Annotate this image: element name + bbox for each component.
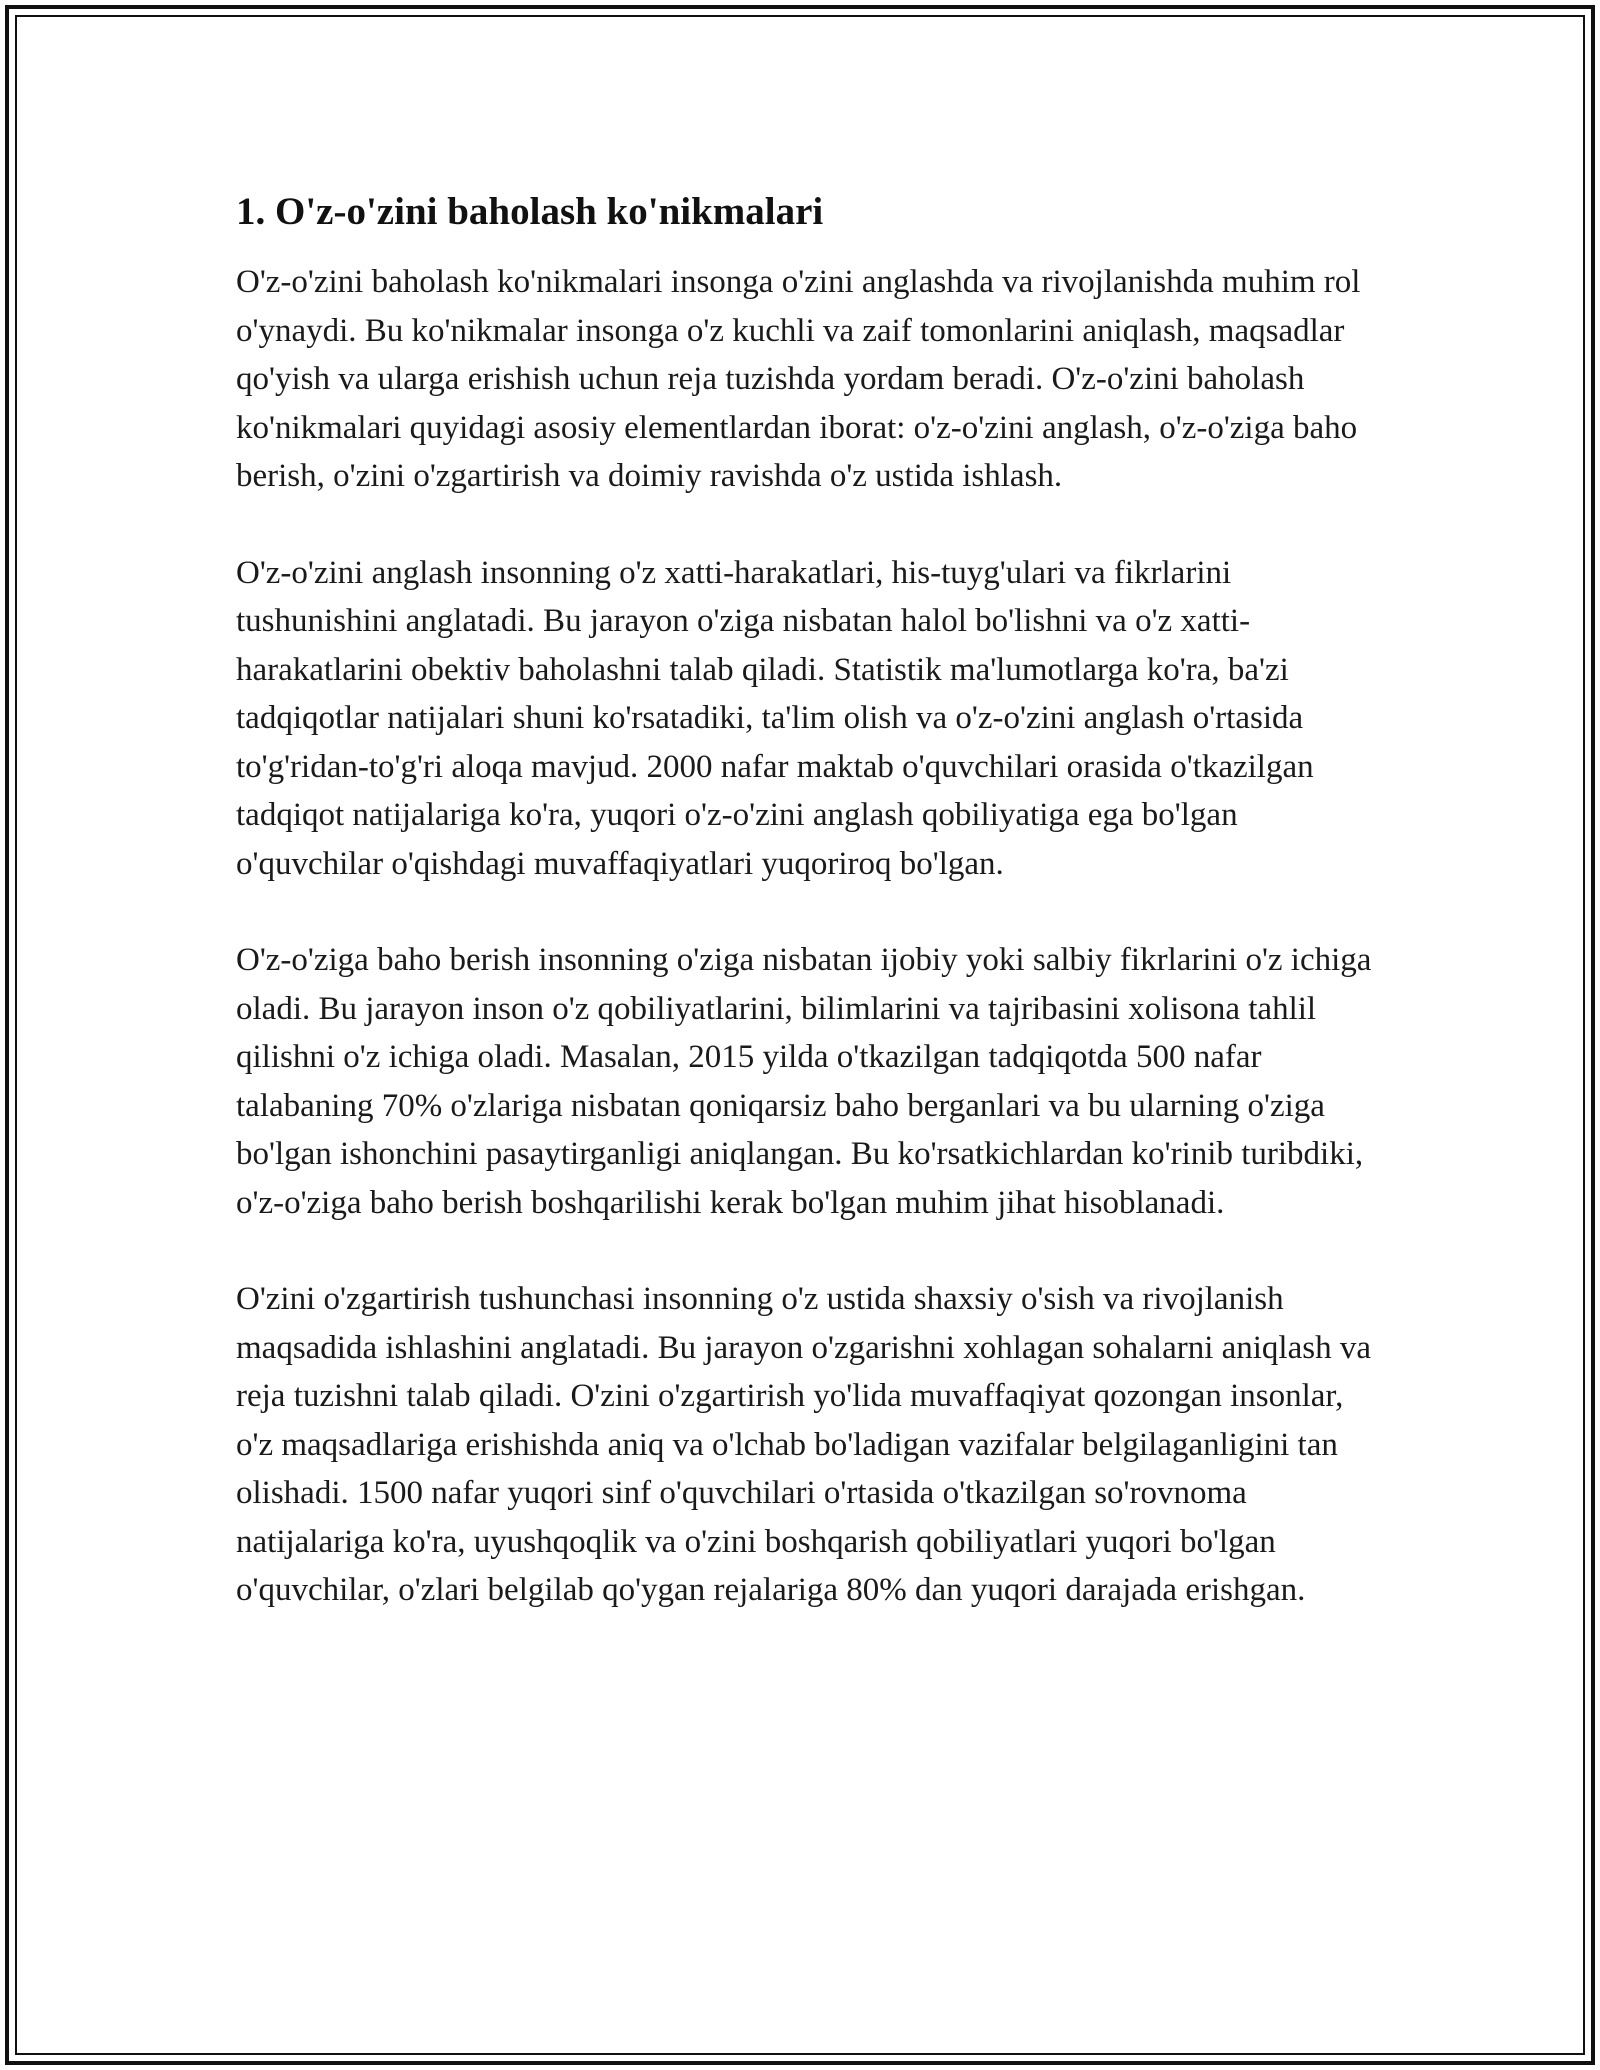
paragraph-self-change: O'zini o'zgartirish tushunchasi insonning o'z ustida shaxsiy o'sish va rivojlanish maqsadida ishlashini anglatadi. Bu jarayon o'zgarishni xohlagan sohalarni aniqlash va reja tuzishni talab qiladi. O'zini o'zgartirish yo'lida muvaffaqiyat qozongan insonlar, o'z maqsadlariga erishishda aniq va o'lchab bo'ladigan vazifalar belgilaganligini tan olishadi. 1500 nafar yuqori sinf o'quvchilari o'rtasida o'tkazilgan so'rovnoma natijalariga ko'ra, uyushqoqlik va o'zini boshqarish qobiliyatlari yuqori bo'lgan o'quvchilar, o'zlari belgilab qo'ygan rejalariga 80% dan yuqori darajada erishgan.: [236, 1281, 1371, 1608]
paragraph-self-assessment: O'z-o'ziga baho berish insonning o'ziga nisbatan ijobiy yoki salbiy fikrlarini o'z ichiga oladi. Bu jarayon inson o'z qobiliyatlarini, bilimlarini va tajribasini xolisona tahlil qilishni o'z ichiga oladi. Masalan, 2015 yilda o'tkazilgan tadqiqotda 500 nafar talabaning 70% o'zlariga nisbatan qoniqarsiz baho berganlari va bu ularning o'ziga bo'lgan ishonchini pasaytirganligi aniqlangan. Bu ko'rsatkichlardan ko'rinib turibdiki, o'z-o'ziga baho berish boshqarilishi kerak bo'lgan muhim jihat hisoblanadi.: [236, 942, 1372, 1221]
section-heading: 1. O'z-o'zini baholash ko'nikmalari: [236, 190, 824, 233]
document-body: [236, 186, 1376, 1663]
paragraph-intro: O'z-o'zini baholash ko'nikmalari insonga o'zini anglashda va rivojlanishda muhim rol o'ynaydi. Bu ko'nikmalar insonga o'z kuchli va zaif tomonlarini aniqlash, maqsadlar qo'yish va ularga erishish uchun reja tuzishda yordam beradi. O'z-o'zini baholash ko'nikmalari quyidagi asosiy elementlardan iborat: o'z-o'zini anglash, o'z-o'ziga baho berish, o'zini o'zgartirish va doimiy ravishda o'z ustida ishlash.: [236, 264, 1361, 494]
paragraph-self-awareness: O'z-o'zini anglash insonning o'z xatti-harakatlari, his-tuyg'ulari va fikrlarini tushunishini anglatadi. Bu jarayon o'ziga nisbatan halol bo'lishni va o'z xatti-harakatlarini obektiv baholashni talab qiladi. Statistik ma'lumotlarga ko'ra, ba'zi tadqiqotlar natijalari shuni ko'rsatadiki, ta'lim olish va o'z-o'zini anglash o'rtasida to'g'ridan-to'g'ri aloqa mavjud. 2000 nafar maktab o'quvchilari orasida o'tkazilgan tadqiqot natijalariga ko'ra, yuqori o'z-o'zini anglash qobiliyatiga ega bo'lgan o'quvchilar o'qishdagi muvaffaqiyatlari yuqoriroq bo'lgan.: [236, 554, 1314, 882]
